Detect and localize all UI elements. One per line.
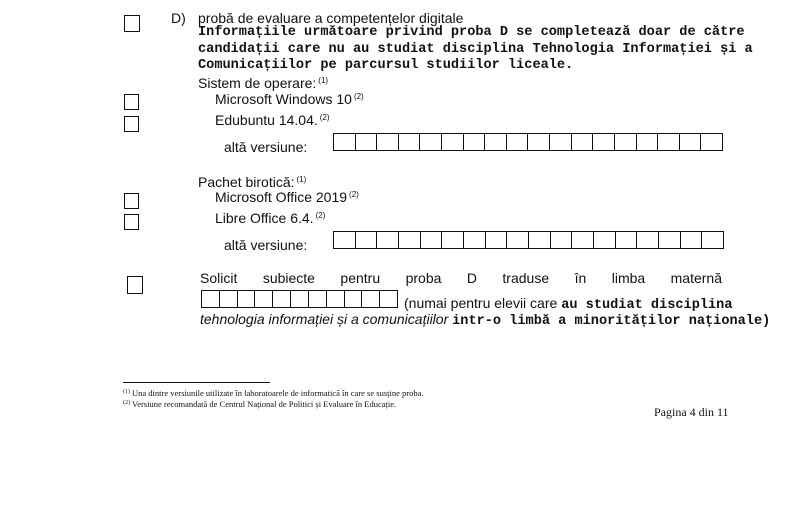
section-letter: D) xyxy=(171,10,186,26)
office-option-ms: Microsoft Office 2019 $^{(2)}$ xyxy=(215,189,359,205)
info-line-1: Informațiile următoare privind proba D se completează doar de către xyxy=(198,25,745,40)
os-other-label: altă versiune: xyxy=(224,139,308,155)
info-line-2: candidații care nu au studiat disciplina Tehnologia Informației și a xyxy=(198,42,753,57)
mother-tongue-request: Solicit subiecte pentru proba D traduse în limba maternă xyxy=(200,270,722,286)
mother-tongue-note-line-1: (numai pentru elevii care au studiat disciplina xyxy=(404,295,733,313)
os-other-version-boxes[interactable] xyxy=(333,133,723,151)
checkbox-mother-tongue[interactable] xyxy=(127,276,143,294)
os-option-edubuntu: Edubuntu 14.04. $^{(2)}$ xyxy=(215,112,330,128)
office-label: Pachet birotică: $^{(1)}$ xyxy=(198,174,307,190)
os-option-windows: Microsoft Windows 10 $^{(2)}$ xyxy=(215,91,364,107)
page-number: Pagina 4 din 11 xyxy=(654,405,729,419)
checkbox-ms-office[interactable] xyxy=(124,193,139,209)
office-other-version-boxes[interactable] xyxy=(333,231,724,249)
office-other-label: altă versiune: xyxy=(224,237,308,253)
checkbox-windows[interactable] xyxy=(124,94,139,110)
mother-tongue-boxes[interactable] xyxy=(201,290,398,308)
footnote-1: $^{(1)}$ Una dintre versiunile utilizate în laboratoarele de informatică în care se susține proba. xyxy=(123,388,424,398)
office-option-libre: Libre Office 6.4. $^{(2)}$ xyxy=(215,210,326,226)
mother-tongue-note-line-2: tehnologia informației și a comunicațiilor intr-o limbă a minorităților naționale) xyxy=(200,311,771,329)
checkbox-libre-office[interactable] xyxy=(124,214,139,230)
section-title: probă de evaluare a competențelor digitale xyxy=(198,10,464,26)
footnote-divider xyxy=(123,382,270,383)
footnote-2: $^{(2)}$ Versiune recomandată de Centrul Național de Politici și Evaluare în Educație. xyxy=(123,399,397,409)
os-label: Sistem de operare: $^{(1)}$ xyxy=(198,75,329,91)
checkbox-proba-d[interactable] xyxy=(124,15,140,32)
info-line-3: Comunicațiilor pe parcursul studiilor liceale. xyxy=(198,58,574,73)
checkbox-edubuntu[interactable] xyxy=(124,116,139,132)
